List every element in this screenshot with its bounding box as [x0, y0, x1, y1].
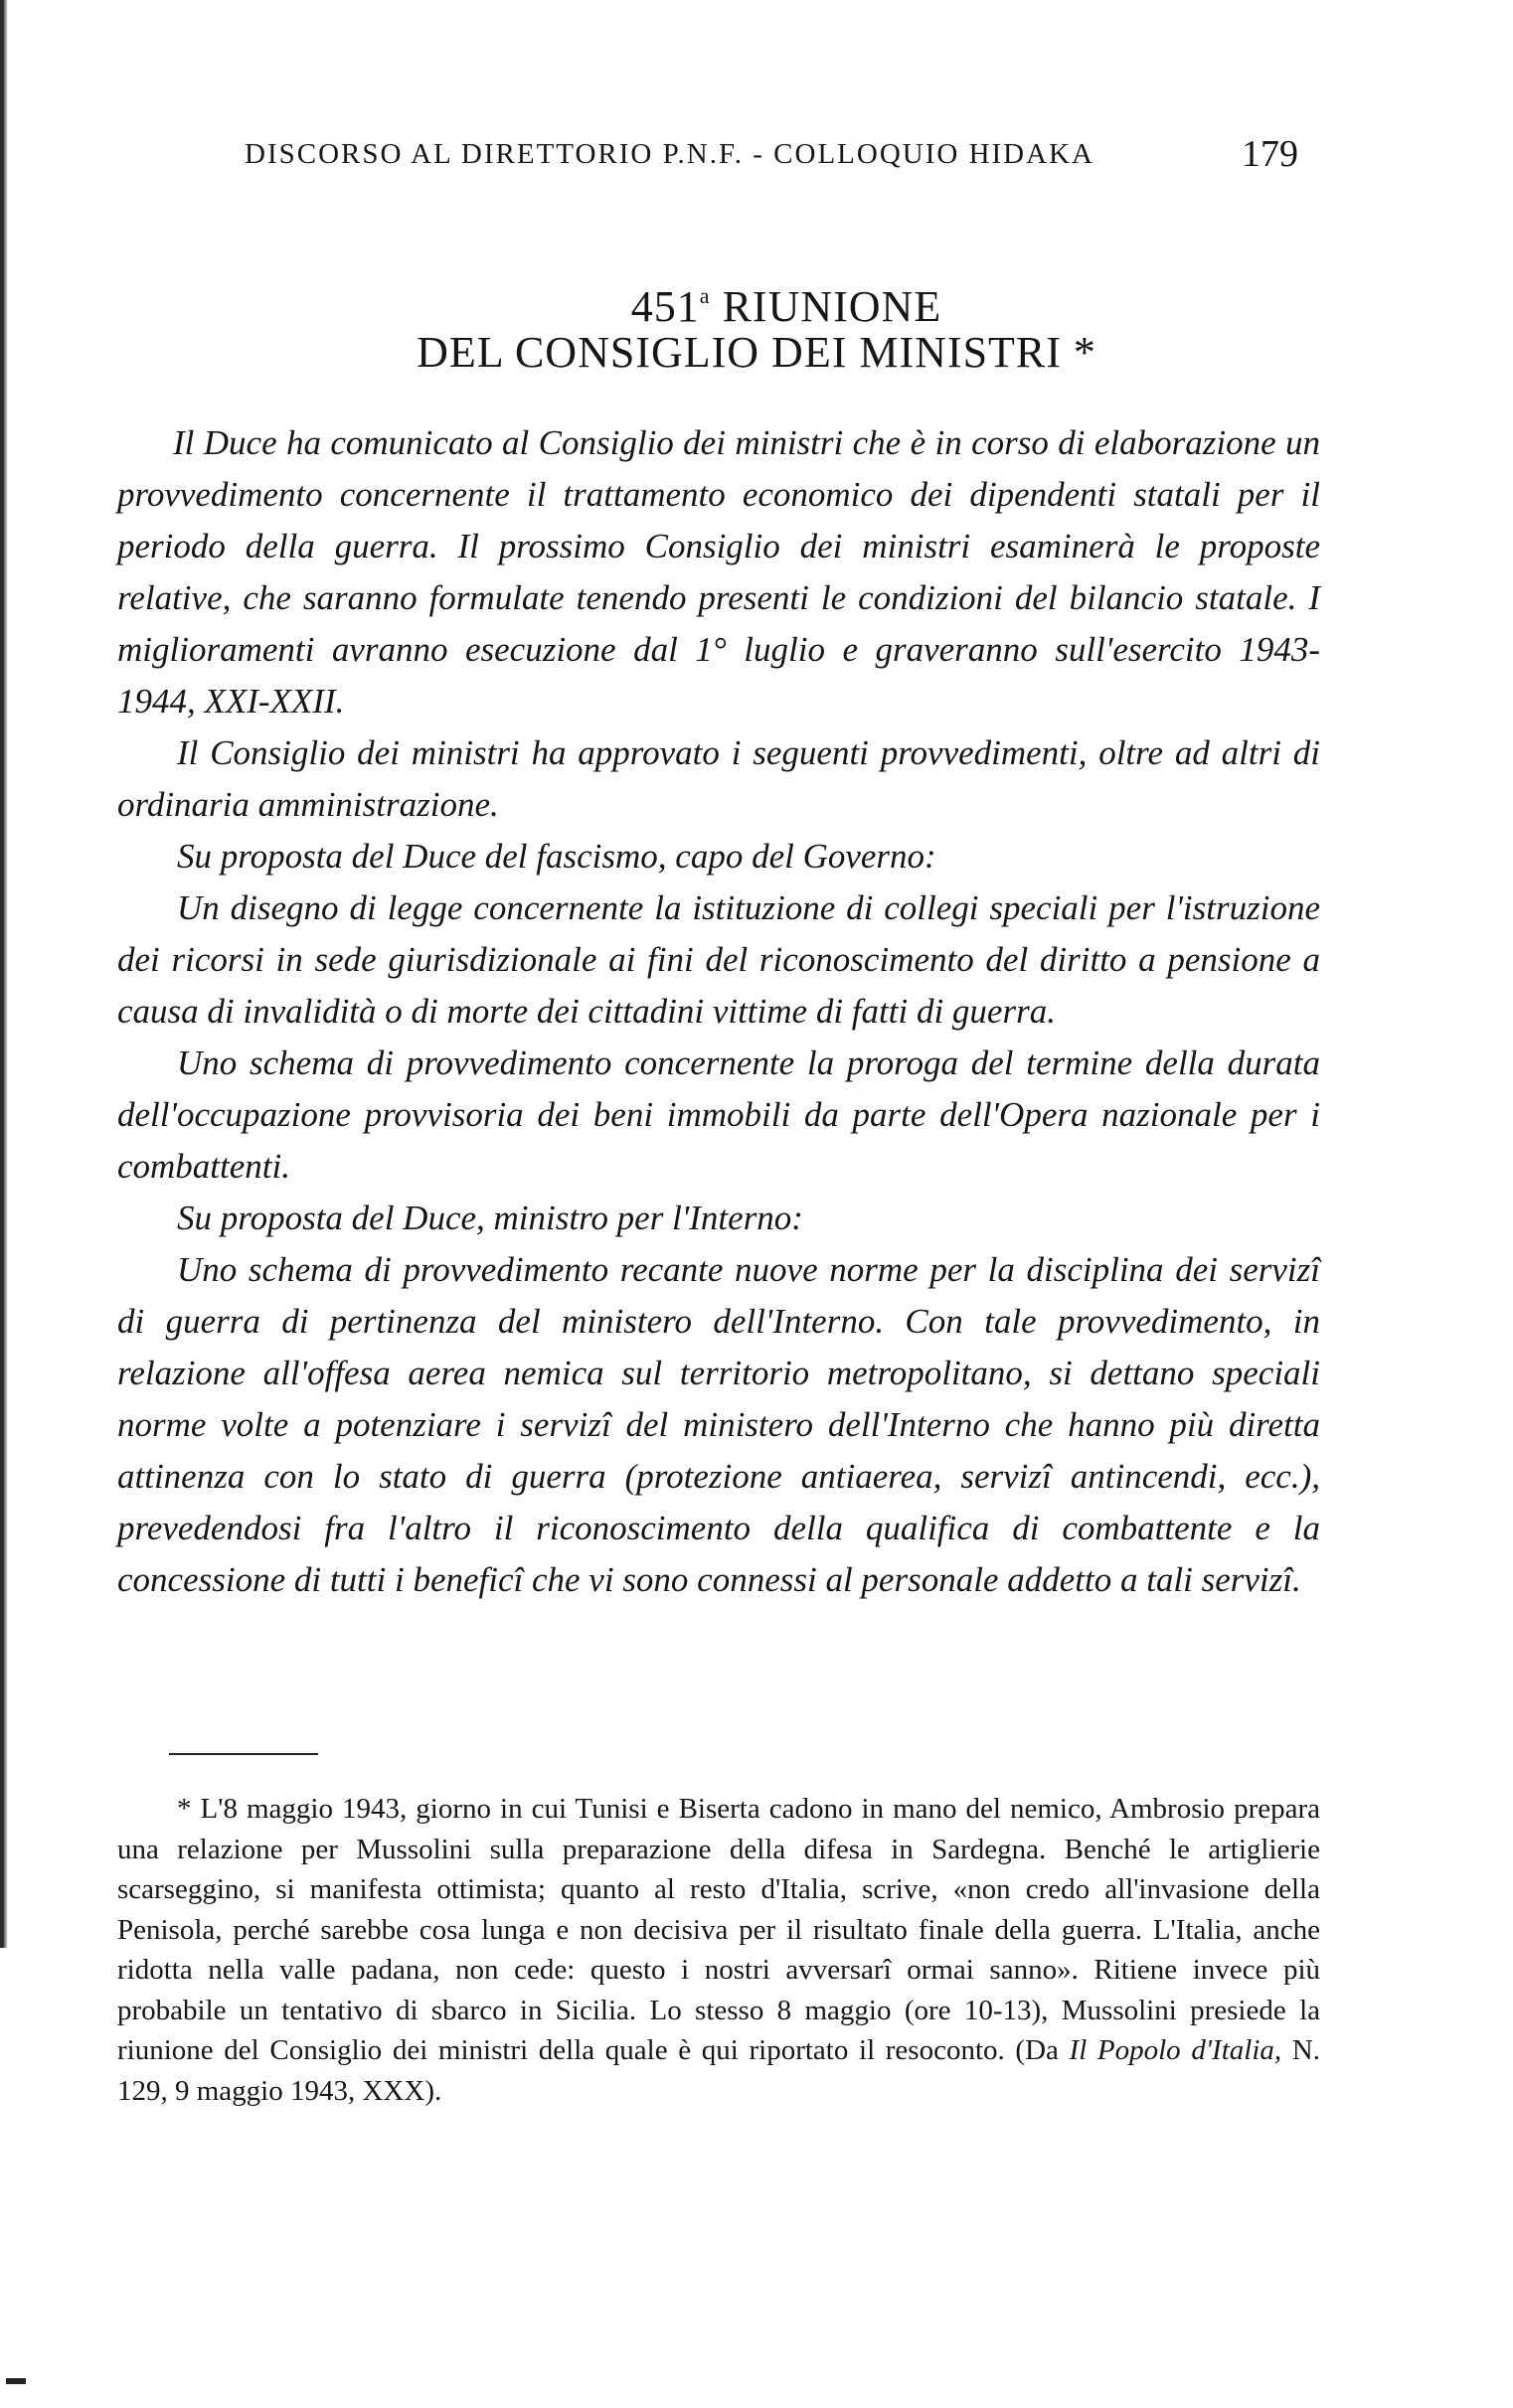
footnote — [117, 1789, 1320, 2111]
body-paragraph: Uno schema di provvedimento recante nuove norme per la disciplina dei servizî di guerra di pertinenza del ministero dell'Interno. Con tale provvedimento, in relazione all'offesa aerea nemica sul territorio metropolitano, si dettano speciali norme volte a potenziare i servizî del ministero dell'Interno che hanno più diretta attinenza con lo stato di guerra (protezione antiaerea, servizî antincendi, ecc.), prevedendosi fra l'altro il riconoscimento della qualifica di combattente e la concessione di tutti i beneficî che vi sono connessi al personale addetto a tali servizî. — [117, 1250, 1320, 1599]
running-head — [245, 129, 1298, 179]
scan-edge-shadow — [0, 0, 8, 1948]
footnote-publication-title: Il Popolo d'Italia, — [1069, 2034, 1282, 2066]
meeting-number: 451 — [630, 282, 700, 331]
meeting-heading-line-2: DEL CONSIGLIO DEI MINISTRI * — [417, 328, 1096, 377]
body-paragraph: Uno schema di provvedimento concernente la proroga del termine della durata dell'occupazione provvisoria dei beni immobili da parte dell'Opera nazionale per i combattenti. — [117, 1043, 1320, 1186]
scan-artifact-mark: ▬ — [6, 2367, 26, 2389]
footnote-text-end: N. 129, 9 maggio 1943, XXX). — [117, 2034, 1320, 2107]
body-paragraph: Il Duce ha comunicato al Consiglio dei ministri che è in corso di elaborazione un provvedimento concernente il trattamento economico dei dipendenti statali per il periodo della guerra. Il prossimo Consiglio dei ministri esaminerà le proposte relative, che saranno formulate tenendo presenti le condizioni del bilancio statale. I miglioramenti avranno esecuzione dal 1° luglio e graveranno sull'esercito 1943-1944, XXI-XXII. — [117, 423, 1320, 721]
body-paragraph: Il Consiglio dei ministri ha approvato i seguenti provvedimenti, oltre ad altri di ordinaria amministrazione. — [117, 733, 1320, 824]
body-paragraph: Su proposta del Duce, ministro per l'Interno: — [177, 1199, 803, 1237]
body-text — [117, 417, 1320, 1606]
footnote-paragraph — [117, 1789, 1320, 2111]
body-paragraph: Un disegno di legge concernente la istituzione di collegi speciali per l'istruzione dei ricorsi in sede giurisdizionale ai fini del riconoscimento del diritto a pensione a causa di invalidità o di morte dei cittadini vittime di fatti di guerra. — [117, 888, 1320, 1031]
page-number: 179 — [1242, 133, 1298, 175]
footnote-divider — [169, 1753, 318, 1755]
footnote-text: * L'8 maggio 1943, giorno in cui Tunisi e Biserta cadono in mano del nemico, Ambrosio prepara una relazione per Mussolini sulla preparazione della difesa in Sardegna. Benché le artiglierie scarseggino, si manifesta ottimista; quanto al resto d'Italia, scrive, «non credo all'invasione della Penisola, perché sarebbe cosa lunga e non decisiva per il risultato finale della guerra. L'Italia, anche ridotta nella valle padana, non cede: questo i nostri avversarî ormai sanno». Ritiene invece più probabile un tentativo di sbarco in Sicilia. Lo stesso 8 maggio (ore 10-13), Mussolini presiede la riunione del Consiglio dei ministri della quale è qui riportato il resoconto. (Da — [117, 1793, 1320, 2066]
meeting-heading-word: RIUNIONE — [722, 282, 942, 331]
body-paragraph: Su proposta del Duce del fascismo, capo del Governo: — [177, 837, 936, 876]
running-title: DISCORSO AL DIRETTORIO P.N.F. - COLLOQUIO HIDAKA — [245, 138, 1094, 170]
ordinal-suffix: a — [699, 283, 711, 308]
